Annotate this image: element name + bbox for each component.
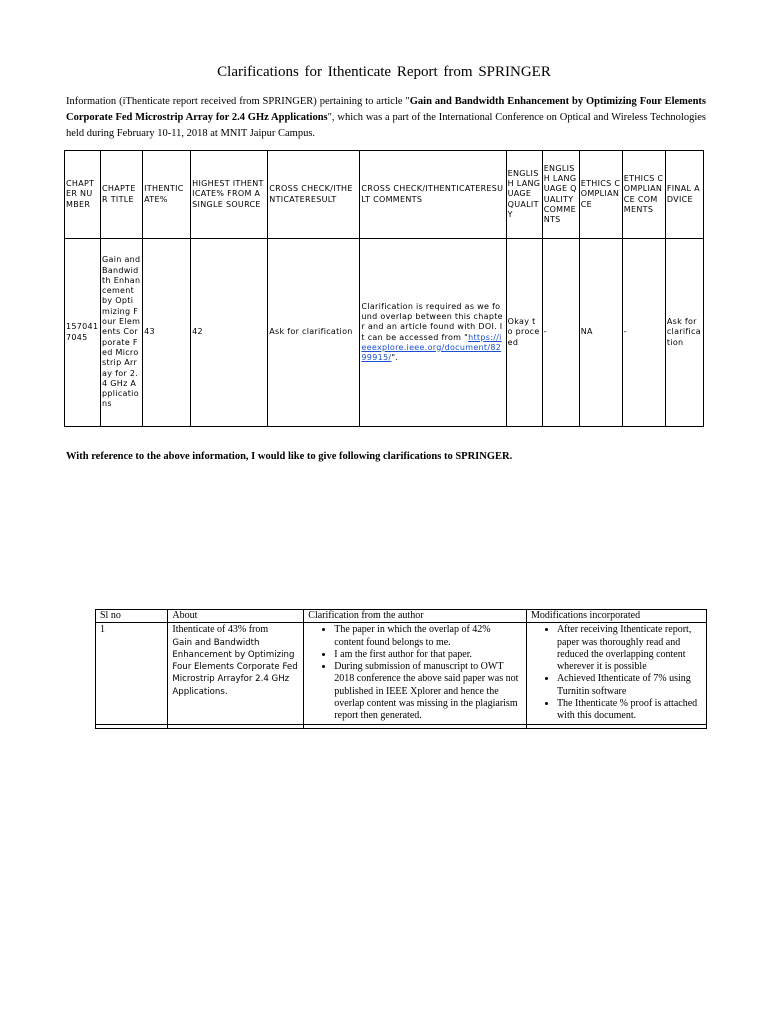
spacer-cell — [168, 724, 304, 728]
doi-link[interactable]: https://ieeexplore.ieee.org/document/8299915/ — [361, 332, 502, 363]
ithenticate-report-table — [64, 150, 704, 427]
modifications-list — [531, 624, 702, 722]
header-cross-check: CROSS CHECK/ITHENTICATERESULT — [268, 151, 360, 239]
clarification-list — [308, 624, 522, 722]
english-quality-cell: Okay to proceed — [506, 239, 542, 427]
header-final-advice: FINAL ADVICE — [665, 151, 703, 239]
list-item: • The paper in which the overlap of 42% content found belongs to me. — [334, 624, 522, 649]
page-title: Clarifications for Ithenticate Report from SPRINGER — [217, 64, 551, 80]
chapter-number-cell: 1570417045 — [65, 239, 101, 427]
comments-end: ". — [391, 353, 399, 363]
header-ethics-compliance: ETHICS COMPLIANCE — [579, 151, 622, 239]
cross-check-cell: Ask for clarification — [268, 239, 360, 427]
header-chapter-number: CHAPTER NUMBER — [65, 151, 101, 239]
spacer-cell — [96, 724, 168, 728]
clarification-table — [95, 609, 707, 729]
header-modifications: Modifications incorporated — [526, 610, 706, 623]
about-cell — [168, 623, 304, 724]
intro-text-start: Information (iThenticate report received from SPRINGER) pertaining to article " — [66, 96, 410, 107]
header-chapter-title: CHAPTER TITLE — [101, 151, 143, 239]
header-english-quality: ENGLISH LANGUAGE QUALITY — [506, 151, 542, 239]
list-item: • Achieved Ithenticate of 7% using Turnitin software — [557, 673, 702, 698]
report-data-row — [65, 239, 704, 427]
header-about: About — [168, 610, 304, 623]
about-text: Ithenticate of 43% from — [172, 624, 269, 636]
list-item: • After receiving Ithenticate report, paper was thoroughly read and reduced the overlapping content wherever it is possible — [557, 624, 702, 673]
reference-note: With reference to the above information, I would like to give following clarifications to SPRINGER. — [66, 451, 513, 462]
english-comments-cell: - — [542, 239, 579, 427]
comments-text: Clarification is required as we found overlap between this chapter and an article found with DOI. It can be accessed from " — [361, 301, 503, 342]
header-sl-no: Sl no — [96, 610, 168, 623]
clarification-cell — [304, 623, 527, 724]
list-item: • I am the first author for that paper. — [334, 649, 522, 661]
header-english-comments: ENGLISH LANGUAGE QUALITY COMMENTS — [542, 151, 579, 239]
ethics-compliance-cell: NA — [579, 239, 622, 427]
about-title: Gain and Bandwidth Enhancement by Optimizing Four Elements Corporate Fed Microstrip Arrayfor 2.4 GHz Applications. — [172, 637, 298, 697]
report-header-row — [65, 151, 704, 239]
ethics-comments-cell: - — [622, 239, 665, 427]
clarification-header-row — [96, 610, 707, 623]
table-spacer-row — [96, 724, 707, 728]
header-ethics-comments: ETHICS COMPLIANCE COMMENTS — [622, 151, 665, 239]
clarification-data-row — [96, 623, 707, 724]
spacer-cell — [526, 724, 706, 728]
intro-paragraph — [66, 94, 706, 142]
intro-text-end: ", which was a part of the International Conference on Optical and Wireless Technologies held during February 10-11, 2018 at MNIT Jaipur Campus. — [66, 112, 707, 139]
modifications-cell — [526, 623, 706, 724]
final-advice-cell: Ask for clarification — [665, 239, 703, 427]
sl-no-cell: 1 — [96, 623, 168, 724]
header-highest-source: HIGHEST ITHENTICATE% FROM A SINGLE SOURCE — [191, 151, 268, 239]
cross-check-comments-cell — [360, 239, 506, 427]
header-cross-check-comments: CROSS CHECK/ITHENTICATERESULT COMMENTS — [360, 151, 506, 239]
ithenticate-cell: 43 — [143, 239, 191, 427]
chapter-title-cell: Gain and Bandwidth Enhancement by Optimizing Four Elements Corporate Fed Microstrip Array for 2.4 GHz Applications — [101, 239, 143, 427]
list-item: • The Ithenticate % proof is attached with this document. — [557, 698, 702, 723]
header-clarification: Clarification from the author — [304, 610, 527, 623]
spacer-cell — [304, 724, 527, 728]
list-item: • During submission of manuscript to OWT 2018 conference the above said paper was not published in IEEE Xplorer and hence the overlap content was missing in the plagiarism report then generated. — [334, 661, 522, 722]
article-title: Gain and Bandwidth Enhancement by Optimizing Four Elements Corporate Fed Microstrip Array for 2.4 GHz Applications — [66, 96, 706, 123]
header-ithenticate: ITHENTICATE% — [143, 151, 191, 239]
highest-source-cell: 42 — [191, 239, 268, 427]
